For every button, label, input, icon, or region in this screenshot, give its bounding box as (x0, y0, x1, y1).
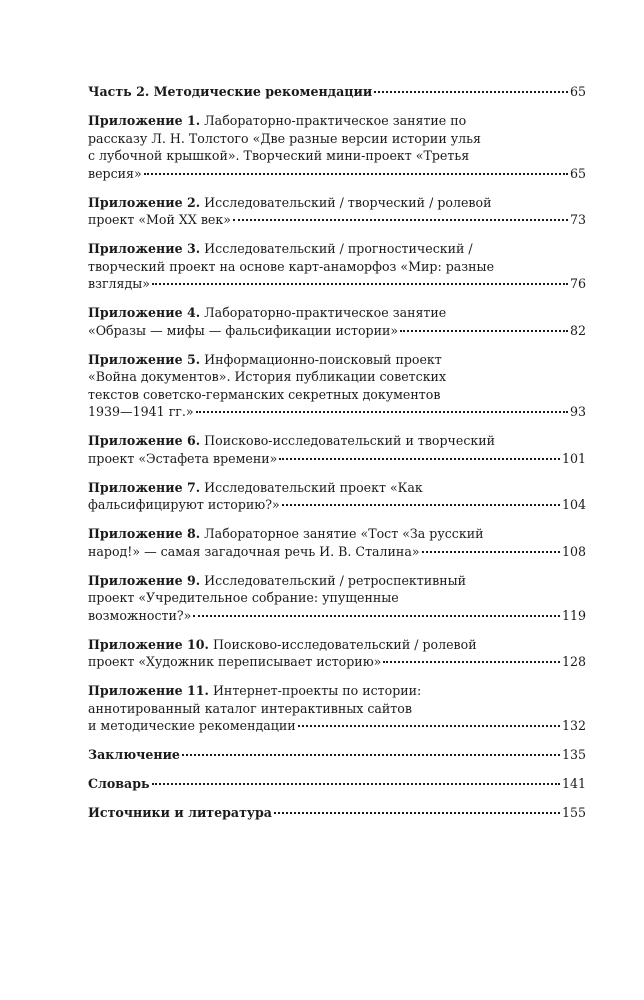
toc-entry-label: Приложение 1. (88, 113, 201, 128)
toc-entry-line-text: Исследовательский проект «Как (204, 479, 423, 495)
page-number: 104 (561, 497, 586, 512)
toc-entry-line-text: проект «Эстафета времени» (88, 450, 278, 466)
toc-entry-line (88, 450, 586, 468)
toc-entry-line (88, 351, 586, 369)
toc-entry-line-text: Интернет-проекты по истории: (212, 683, 422, 698)
toc-entry-line-text: 1939—1941 гг.» (88, 404, 194, 419)
toc-entry-line (88, 496, 586, 514)
table-of-contents (88, 83, 586, 833)
toc-entry-line (88, 275, 586, 293)
toc-entry-line-text: Лабораторное занятие «Тост «За русский (204, 526, 484, 541)
toc-entry-label: Приложение 5. (88, 351, 201, 367)
toc-entry-line (88, 775, 586, 793)
toc-entry-label: Приложение 8. (88, 526, 201, 541)
toc-entry-line-text: взгляды» (88, 276, 150, 291)
toc-entry-line-text: проект «Учредительное собрание: упущенные (88, 590, 399, 605)
toc-entry-line (88, 589, 586, 607)
toc-entry-text (88, 496, 280, 514)
toc-entry[interactable] (88, 572, 586, 625)
page-number: 155 (561, 805, 586, 820)
toc-entry-label: Приложение 7. (88, 479, 201, 495)
toc-entry[interactable] (88, 775, 586, 793)
toc-entry-line (88, 525, 586, 543)
toc-entry-label: Приложение 4. (88, 305, 201, 320)
toc-entry-line-text: версия» (88, 165, 142, 181)
dot-leader (274, 812, 560, 814)
toc-entry-line-text: Исследовательский / творческий / ролевой (204, 194, 492, 210)
toc-entry-line-text: творческий проект на основе карт-анаморфоз «Мир: разные (88, 258, 495, 274)
toc-entry[interactable] (88, 804, 586, 822)
toc-entry-line (88, 304, 586, 322)
toc-entry-line-text: рассказу Л. Н. Толстого «Две разные версии истории улья (88, 130, 481, 146)
toc-entry-text (88, 543, 420, 561)
toc-entry-line (88, 479, 586, 497)
page-number: 65 (569, 84, 586, 99)
page-number: 76 (569, 276, 586, 291)
toc-entry-line-text: Информационно-поисковый проект (204, 351, 442, 367)
page-number: 108 (561, 543, 586, 559)
toc-entry-line (88, 147, 586, 165)
toc-entry-line (88, 165, 586, 183)
toc-entry-line-text: и методические рекомендации (88, 718, 296, 733)
toc-entry-line-text: возможности?» (88, 607, 192, 623)
toc-entry-line (88, 543, 586, 561)
page-number: 101 (561, 450, 586, 466)
toc-entry-text (88, 804, 272, 822)
toc-entry[interactable] (88, 746, 586, 764)
toc-entry-line-text: текстов советско-германских секретных документов (88, 386, 441, 402)
toc-entry-label: Приложение 10. (88, 636, 209, 652)
toc-entry[interactable] (88, 240, 586, 293)
page-number: 128 (561, 654, 586, 669)
toc-entry-line (88, 804, 586, 822)
toc-entry-line (88, 386, 586, 404)
dot-leader (193, 615, 560, 617)
toc-entry-line (88, 211, 586, 229)
toc-entry-line-text: народ!» — самая загадочная речь И. В. Сталина» (88, 543, 420, 559)
toc-entry-line-text: фальсифицируют историю?» (88, 497, 280, 512)
toc-entry[interactable] (88, 525, 586, 560)
toc-entry-line (88, 258, 586, 276)
toc-entry-label: Приложение 6. (88, 433, 201, 448)
toc-entry-line (88, 746, 586, 764)
toc-entry-line (88, 403, 586, 421)
toc-entry-label: Словарь (88, 776, 150, 791)
page-number: 73 (569, 212, 586, 227)
dot-leader (383, 661, 560, 663)
toc-entry-line (88, 682, 586, 700)
toc-entry-line (88, 717, 586, 735)
dot-leader (282, 504, 560, 506)
toc-entry-line-text: Лабораторно-практическое занятие по (204, 113, 467, 128)
toc-entry-line-text: проект «Художник переписывает историю» (88, 654, 382, 669)
toc-entry-text (88, 775, 150, 793)
toc-entry-line-text: Исследовательский / ретроспективный (204, 572, 467, 588)
dot-leader (196, 411, 568, 413)
toc-entry-label: Источники и литература (88, 805, 272, 820)
toc-entry-label: Приложение 3. (88, 241, 201, 256)
toc-entry-line-text: Поисково-исследовательский и творческий (204, 433, 496, 448)
toc-entry[interactable] (88, 682, 586, 735)
toc-entry-text (88, 275, 150, 293)
dot-leader (152, 783, 560, 785)
toc-entry-label: Часть 2. Методические рекомендации (88, 84, 373, 99)
toc-entry-line (88, 130, 586, 148)
page-number: 132 (561, 718, 586, 733)
toc-entry-line (88, 368, 586, 386)
toc-entry-text (88, 83, 372, 101)
toc-entry-text (88, 717, 296, 735)
toc-entry-label: Приложение 2. (88, 194, 201, 210)
toc-entry-line (88, 607, 586, 625)
toc-entry-line-text: «Война документов». История публикации советских (88, 369, 447, 384)
toc-entry-text (88, 607, 191, 625)
dot-leader (422, 551, 560, 553)
toc-entry-text (88, 746, 180, 764)
toc-entry-text (88, 403, 194, 421)
toc-entry-line-text: проект «Мой XX век» (88, 212, 231, 227)
dot-leader (298, 725, 560, 727)
toc-entry-line-text: Исследовательский / прогностический / (204, 241, 473, 256)
toc-entry[interactable] (88, 112, 586, 182)
dot-leader (233, 219, 568, 221)
toc-entry-text (88, 450, 277, 468)
toc-entry-line (88, 240, 586, 258)
dot-leader (152, 283, 568, 285)
toc-entry-text (88, 322, 398, 340)
page-number: 135 (561, 747, 586, 762)
toc-entry[interactable] (88, 432, 586, 467)
toc-entry-line-text: Лабораторно-практическое занятие (204, 305, 447, 320)
toc-entry[interactable] (88, 194, 586, 229)
toc-entry-text (88, 211, 231, 229)
dot-leader (279, 458, 560, 460)
toc-entry-line (88, 194, 586, 212)
toc-entry-label: Приложение 9. (88, 572, 201, 588)
toc-entry-line (88, 112, 586, 130)
page-number: 141 (561, 776, 586, 791)
toc-entry-line (88, 636, 586, 654)
toc-entry-line-text: аннотированный каталог интерактивных сайтов (88, 700, 412, 716)
toc-entry-label: Заключение (88, 747, 180, 762)
toc-entry-line-text: «Образы — мифы — фальсификации истории» (88, 322, 399, 338)
toc-entry-line (88, 700, 586, 718)
toc-entry[interactable] (88, 304, 586, 339)
toc-entry[interactable] (88, 479, 586, 514)
page-number: 93 (569, 404, 586, 419)
page-number: 119 (561, 607, 586, 623)
toc-entry-line (88, 572, 586, 590)
page-number: 82 (569, 322, 586, 338)
toc-entry-text (88, 165, 142, 183)
page-number: 65 (569, 165, 586, 181)
toc-entry-line (88, 322, 586, 340)
toc-entry[interactable] (88, 83, 586, 101)
toc-entry-text (88, 653, 381, 671)
dot-leader (144, 173, 568, 175)
toc-entry-line (88, 432, 586, 450)
dot-leader (374, 91, 568, 93)
toc-entry[interactable] (88, 351, 586, 421)
toc-entry[interactable] (88, 636, 586, 671)
dot-leader (182, 754, 560, 756)
toc-entry-line (88, 83, 586, 101)
toc-entry-label: Приложение 11. (88, 683, 209, 698)
toc-entry-line (88, 653, 586, 671)
dot-leader (400, 330, 568, 332)
toc-entry-line-text: с лубочной крышкой». Творческий мини-проект «Третья (88, 148, 470, 163)
toc-entry-line-text: Поисково-исследовательский / ролевой (212, 636, 477, 652)
